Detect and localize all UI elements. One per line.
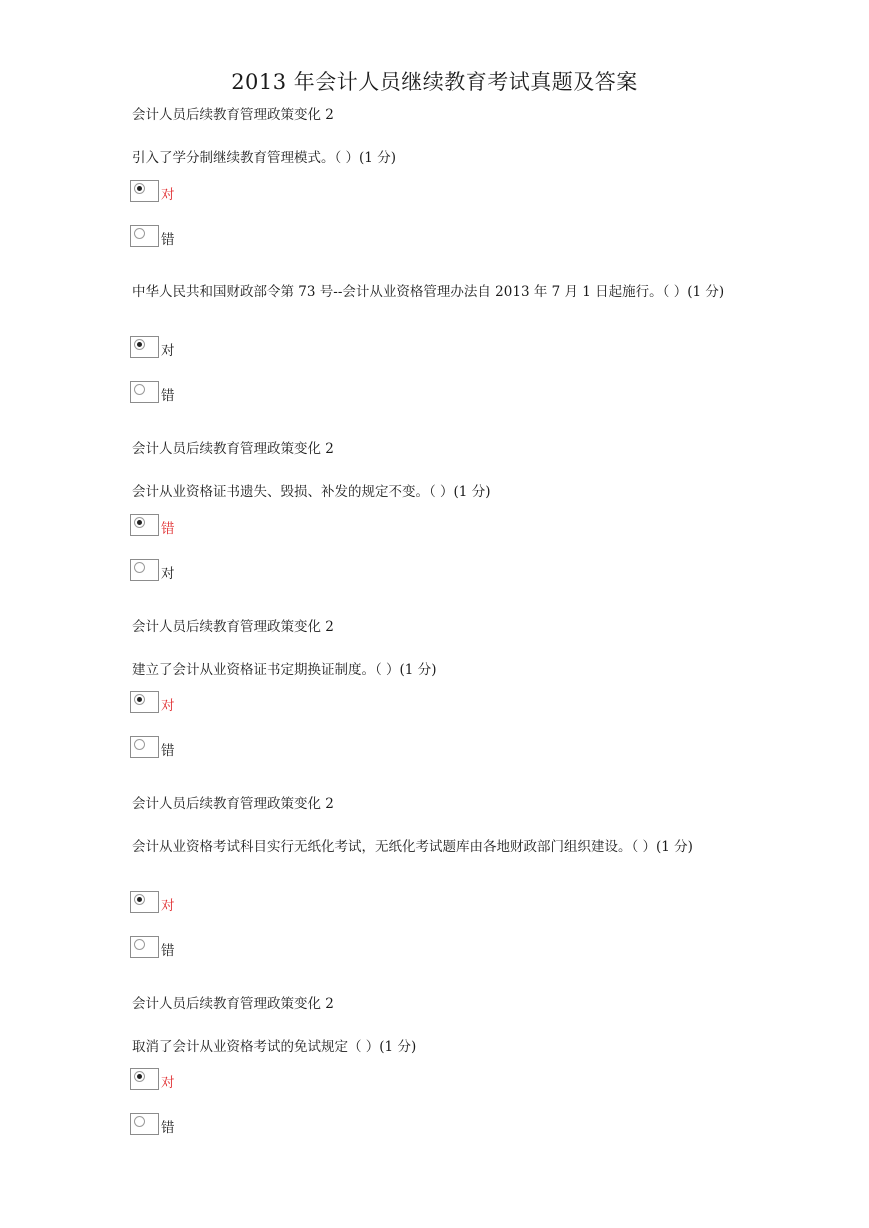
option-box (130, 891, 159, 913)
option-label: 对 (161, 343, 175, 359)
answer-option[interactable] (130, 1113, 250, 1139)
option-box (130, 936, 159, 958)
option-label: 对 (161, 566, 175, 582)
option-box (130, 559, 159, 581)
option-label: 错 (161, 1120, 175, 1136)
answer-option[interactable] (130, 514, 250, 540)
option-box (130, 225, 159, 247)
section-label: 会计人员后续教育管理政策变化 2 (132, 619, 334, 635)
option-box (130, 381, 159, 403)
radio-button-icon[interactable] (134, 1071, 145, 1082)
section-label: 会计人员后续教育管理政策变化 2 (132, 796, 334, 812)
radio-button-icon[interactable] (134, 339, 145, 350)
option-box (130, 336, 159, 358)
answer-option[interactable] (130, 336, 250, 362)
question-text: 会计从业资格证书遗失、毁损、补发的规定不变。（ ）(1 分) (132, 484, 491, 500)
answer-option[interactable] (130, 180, 250, 206)
radio-button-icon[interactable] (134, 384, 145, 395)
page-title: 2013 年会计人员继续教育考试真题及答案 (231, 70, 638, 94)
radio-button-icon[interactable] (134, 1116, 145, 1127)
radio-button-icon[interactable] (134, 739, 145, 750)
radio-button-icon[interactable] (134, 894, 145, 905)
option-label: 对 (161, 187, 175, 203)
section-label: 会计人员后续教育管理政策变化 2 (132, 107, 334, 123)
option-label: 错 (161, 388, 175, 404)
radio-button-icon[interactable] (134, 517, 145, 528)
option-label: 对 (161, 898, 175, 914)
radio-button-icon[interactable] (134, 694, 145, 705)
question-text: 会计从业资格考试科目实行无纸化考试，无纸化考试题库由各地财政部门组织建设。（ ）(1 分) (132, 839, 693, 855)
answer-option[interactable] (130, 736, 250, 762)
option-label: 错 (161, 743, 175, 759)
option-box (130, 691, 159, 713)
radio-button-icon[interactable] (134, 939, 145, 950)
option-label: 错 (161, 943, 175, 959)
radio-button-icon[interactable] (134, 183, 145, 194)
question-text: 引入了学分制继续教育管理模式。（ ）(1 分) (132, 150, 396, 166)
option-box (130, 514, 159, 536)
section-label: 会计人员后续教育管理政策变化 2 (132, 441, 334, 457)
answer-option[interactable] (130, 381, 250, 407)
option-label: 对 (161, 698, 175, 714)
option-box (130, 1068, 159, 1090)
option-box (130, 736, 159, 758)
answer-option[interactable] (130, 1068, 250, 1094)
question-text: 取消了会计从业资格考试的免试规定（ ）(1 分) (132, 1039, 417, 1055)
option-box (130, 1113, 159, 1135)
answer-option[interactable] (130, 936, 250, 962)
radio-button-icon[interactable] (134, 562, 145, 573)
option-label: 对 (161, 1075, 175, 1091)
option-box (130, 180, 159, 202)
option-label: 错 (161, 521, 175, 537)
option-label: 错 (161, 232, 175, 248)
answer-option[interactable] (130, 225, 250, 251)
radio-button-icon[interactable] (134, 228, 145, 239)
question-text: 建立了会计从业资格证书定期换证制度。（ ）(1 分) (132, 662, 437, 678)
answer-option[interactable] (130, 559, 250, 585)
question-text: 中华人民共和国财政部令第 73 号--会计从业资格管理办法自 2013 年 7 月 1 日起施行。（ ）(1 分) (132, 284, 725, 300)
answer-option[interactable] (130, 891, 250, 917)
section-label: 会计人员后续教育管理政策变化 2 (132, 996, 334, 1012)
answer-option[interactable] (130, 691, 250, 717)
